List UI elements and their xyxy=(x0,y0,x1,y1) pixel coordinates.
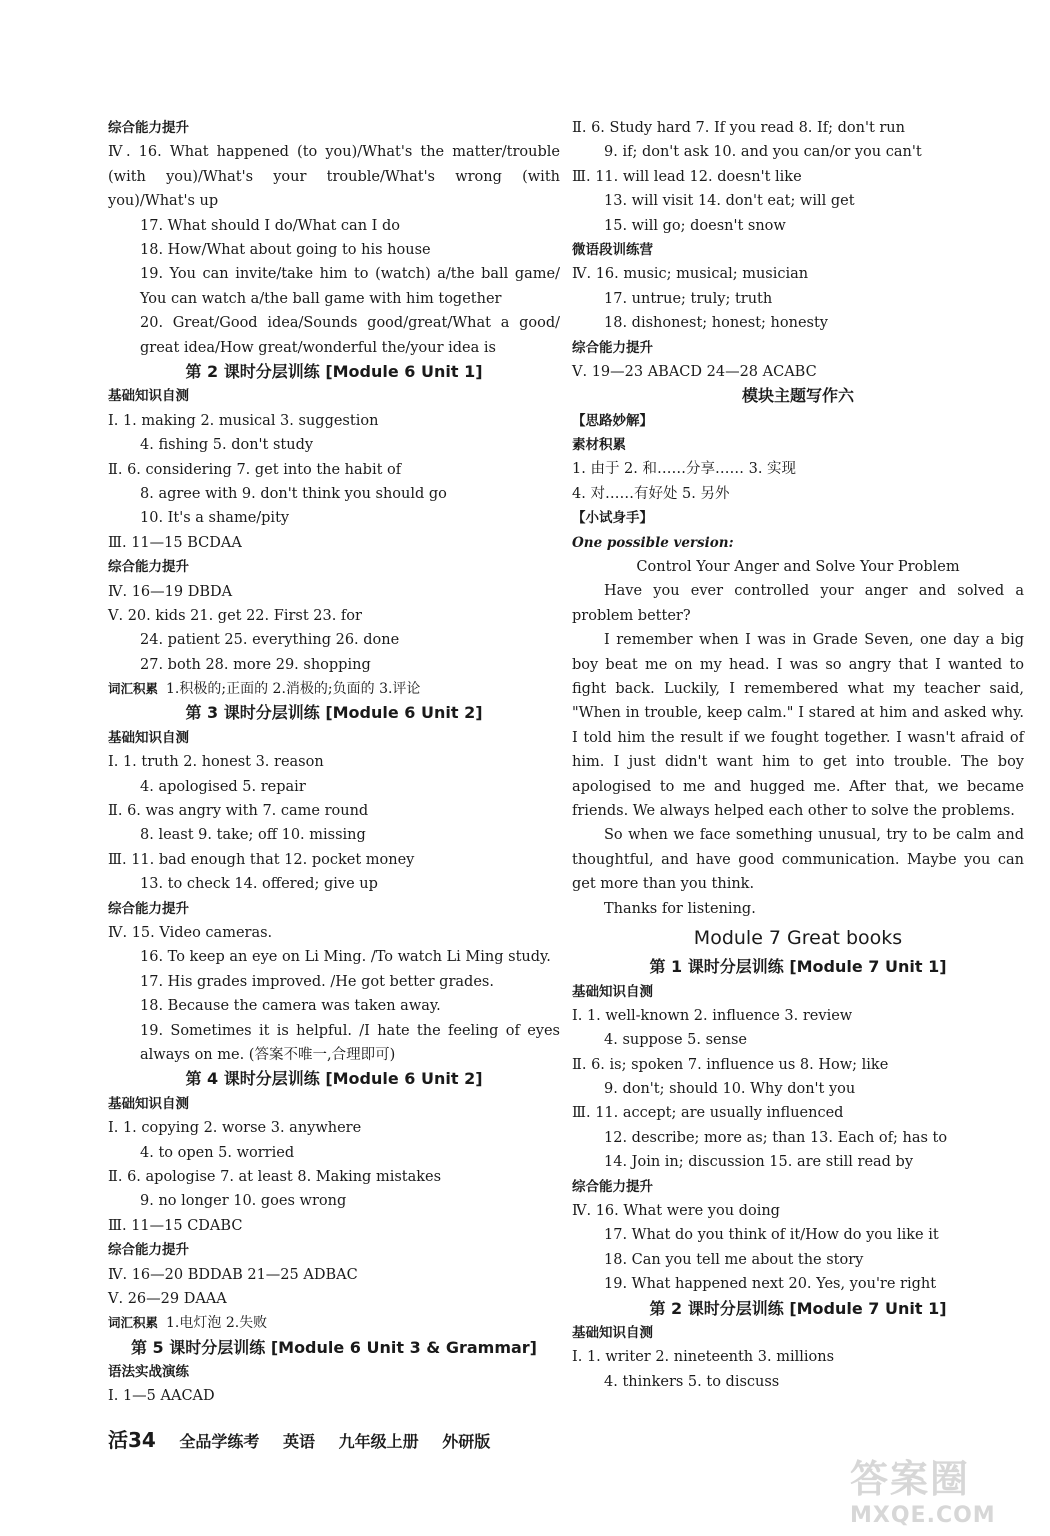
answer-line: 18. dishonest; honest; honesty xyxy=(604,315,828,332)
right-column xyxy=(572,116,1024,1394)
answer-line: Ⅴ. 19—23 ABACD 24—28 ACABC xyxy=(572,363,817,380)
vocab-label: 词汇积累 xyxy=(108,681,159,697)
section-heading: 微语段训练营 xyxy=(572,241,653,258)
answer-line: 19. What happened next 20. Yes, you're right xyxy=(604,1276,937,1293)
answer-line: 17. What do you think of it/How do you like it xyxy=(604,1227,939,1244)
answer-line: 13. to check 14. offered; give up xyxy=(140,876,378,893)
answer-line: Ⅱ. 6. apologise 7. at least 8. Making mistakes xyxy=(108,1168,442,1185)
answer-line: Ⅲ. 11. accept; are usually influenced xyxy=(572,1105,844,1122)
section-heading: 综合能力提升 xyxy=(108,900,189,917)
answer-line: Ⅲ. 11—15 BCDAA xyxy=(108,534,242,551)
answer-line: Ⅲ. 11. will lead 12. doesn't like xyxy=(572,168,802,185)
answer-line: 18. Because the camera was taken away. xyxy=(140,998,441,1015)
answer-line: 17. untrue; truly; truth xyxy=(604,290,773,307)
lesson-title: 第 1 课时分层训练 [Module 7 Unit 1] xyxy=(649,957,947,977)
answer-line: Ⅳ. 16. music; musical; musician xyxy=(572,266,809,283)
answer-line: Ⅲ. 11—15 CDABC xyxy=(108,1217,243,1234)
section-heading: 综合能力提升 xyxy=(572,339,653,356)
answer-line: 14. Join in; discussion 15. are still read by xyxy=(604,1154,914,1171)
section-heading: 综合能力提升 xyxy=(108,1242,189,1259)
watermark-text: 答案圈 xyxy=(850,1457,971,1501)
answer-line: Ⅴ. 20. kids 21. get 22. First 23. for xyxy=(108,607,362,624)
lesson-title: 第 4 课时分层训练 [Module 6 Unit 2] xyxy=(185,1069,483,1089)
answer-line: 17. His grades improved. /He got better grades. xyxy=(140,973,494,990)
answer-line: Ⅱ. 6. considering 7. get into the habit of xyxy=(108,461,402,478)
vocab-line xyxy=(108,677,560,701)
answer-paragraph: 20. Great/Good idea/Sounds good/great/What a good/ great idea/How great/wonderful the/your idea is xyxy=(140,315,560,356)
lesson-title: 第 2 课时分层训练 [Module 6 Unit 1] xyxy=(185,362,483,382)
essay-paragraph: I remember when I was in Grade Seven, one day a big boy beat me on my head. I was so angry that I wanted to fight back. Luckily, I remembered what my teacher said, "When in trouble, keep calm." I stared at him and asked why. I told him the result if we fought together. I wasn't afraid of him. I just didn't want him to get into trouble. The boy apologised to me and hugged me. After that, we became friends. We always helped each other to solve the problems. xyxy=(572,632,1024,820)
answer-line: 12. describe; more as; than 13. Each of; has to xyxy=(604,1129,948,1146)
answer-line: Ⅴ. 26—29 DAAA xyxy=(108,1290,227,1307)
answer-line: 16. To keep an eye on Li Ming. /To watch Li Ming study. xyxy=(140,949,551,966)
watermark-url: MXQE.COM xyxy=(850,1503,996,1528)
answer-paragraph: Ⅳ. 16. What happened (to you)/What's the matter/trouble (with you)/What's your trouble/What's wrong (with you)/What's up xyxy=(108,144,560,210)
answer-line: 24. patient 25. everything 26. done xyxy=(140,632,400,649)
answer-line: Ⅳ. 16—19 DBDA xyxy=(108,583,233,600)
answer-paragraph: 19. Sometimes it is helpful. /I hate the feeling of eyes always on me. (答案不唯一,合理即可) xyxy=(140,1022,560,1063)
answer-line: Ⅳ. 15. Video cameras. xyxy=(108,925,273,941)
answer-line: 27. both 28. more 29. shopping xyxy=(140,656,371,673)
answer-line: 4. fishing 5. don't study xyxy=(140,437,314,454)
answer-line: 18. Can you tell me about the story xyxy=(604,1251,864,1268)
answer-line: 13. will visit 14. don't eat; will get xyxy=(604,193,855,210)
edition-name: 外研版 xyxy=(442,1432,491,1451)
section-heading: 综合能力提升 xyxy=(108,559,189,576)
answer-line: Ⅲ. 11. bad enough that 12. pocket money xyxy=(108,851,415,868)
series-name: 全品学练考 xyxy=(179,1432,260,1451)
answer-line: 4. apologised 5. repair xyxy=(140,778,306,795)
lesson-title: 第 5 课时分层训练 [Module 6 Unit 3 & Grammar] xyxy=(130,1337,537,1357)
answer-line: 4. to open 5. worried xyxy=(140,1144,295,1161)
section-heading: 素材积累 xyxy=(572,437,626,454)
page-number: 活34 xyxy=(108,1428,156,1452)
answer-line: 4. 对……有好处 5. 另外 xyxy=(572,485,730,502)
vocab-line xyxy=(108,1311,560,1335)
essay-paragraph: So when we face something unusual, try to be calm and thoughtful, and have good communication. Maybe you can get more than you think. xyxy=(572,827,1024,893)
section-heading: 【思路妙解】 xyxy=(572,412,653,429)
vocab-label: 词汇积累 xyxy=(108,1315,159,1331)
answer-line: Ⅰ. 1—5 AACAD xyxy=(108,1388,215,1405)
section-heading: 基础知识自测 xyxy=(572,1324,653,1341)
answer-line: 9. if; don't ask 10. and you can/or you can't xyxy=(604,144,922,161)
left-column xyxy=(108,116,560,1409)
essay-paragraph: Have you ever controlled your anger and solved a problem better? xyxy=(572,583,1024,624)
section-heading: 基础知识自测 xyxy=(108,388,189,405)
module-title: Module 7 Great books xyxy=(693,927,903,950)
lesson-title: 第 3 课时分层训练 [Module 6 Unit 2] xyxy=(185,703,483,723)
lesson-title: 第 2 课时分层训练 [Module 7 Unit 1] xyxy=(649,1298,947,1318)
answer-line: Ⅰ. 1. copying 2. worse 3. anywhere xyxy=(108,1120,362,1137)
answer-line: Ⅰ. 1. well-known 2. influence 3. review xyxy=(572,1007,853,1024)
vocab-text: 1.积极的;正面的 2.消极的;负面的 3.评论 xyxy=(166,681,421,698)
grade-name: 九年级上册 xyxy=(338,1432,419,1451)
answer-line: 8. agree with 9. don't think you should go xyxy=(140,485,447,502)
answer-line: Ⅳ. 16—20 BDDAB 21—25 ADBAC xyxy=(108,1266,358,1283)
essay-label: One possible version: xyxy=(572,534,734,551)
answer-line: 4. thinkers 5. to discuss xyxy=(604,1373,780,1390)
answer-line: 9. don't; should 10. Why don't you xyxy=(604,1081,856,1098)
answer-line: Ⅳ. 16. What were you doing xyxy=(572,1203,780,1220)
section-heading: 语法实战演练 xyxy=(108,1364,189,1381)
section-heading: 【小试身手】 xyxy=(572,510,653,527)
section-heading: 基础知识自测 xyxy=(108,1095,189,1112)
answer-line: 18. How/What about going to his house xyxy=(140,242,431,258)
section-heading: 综合能力提升 xyxy=(108,120,189,136)
answer-line: Ⅰ. 1. making 2. musical 3. suggestion xyxy=(108,412,379,429)
page-footer xyxy=(108,1424,508,1453)
answer-line: Ⅰ. 1. writer 2. nineteenth 3. millions xyxy=(572,1349,835,1366)
vocab-text: 1.电灯泡 2.失败 xyxy=(166,1315,268,1332)
section-heading: 综合能力提升 xyxy=(572,1178,653,1195)
answer-line: Ⅱ. 6. was angry with 7. came round xyxy=(108,803,369,820)
section-heading: 基础知识自测 xyxy=(572,983,653,1000)
essay-paragraph: Thanks for listening. xyxy=(604,900,756,917)
answer-line: 9. no longer 10. goes wrong xyxy=(140,1193,347,1210)
essay-title: Control Your Anger and Solve Your Problem xyxy=(636,559,960,576)
answer-paragraph: 19. You can invite/take him to (watch) a/the ball game/ You can watch a/the ball game with him together xyxy=(140,266,560,307)
answer-line: 1. 由于 2. 和……分享…… 3. 实现 xyxy=(572,461,797,478)
answer-line: 10. It's a shame/pity xyxy=(140,510,290,527)
answer-line: Ⅱ. 6. Study hard 7. If you read 8. If; don't run xyxy=(572,120,905,136)
answer-line: 4. suppose 5. sense xyxy=(604,1032,747,1049)
section-heading: 基础知识自测 xyxy=(108,729,189,746)
watermark-logo xyxy=(850,1448,1020,1528)
answer-line: 17. What should I do/What can I do xyxy=(140,217,400,234)
answer-line: Ⅱ. 6. is; spoken 7. influence us 8. How; like xyxy=(572,1056,889,1073)
answer-line: 15. will go; doesn't snow xyxy=(604,217,786,234)
answer-line: Ⅰ. 1. truth 2. honest 3. reason xyxy=(108,754,324,771)
lesson-title: 模块主题写作六 xyxy=(741,386,854,406)
answer-line: 8. least 9. take; off 10. missing xyxy=(140,827,366,844)
subject-name: 英语 xyxy=(283,1432,316,1451)
